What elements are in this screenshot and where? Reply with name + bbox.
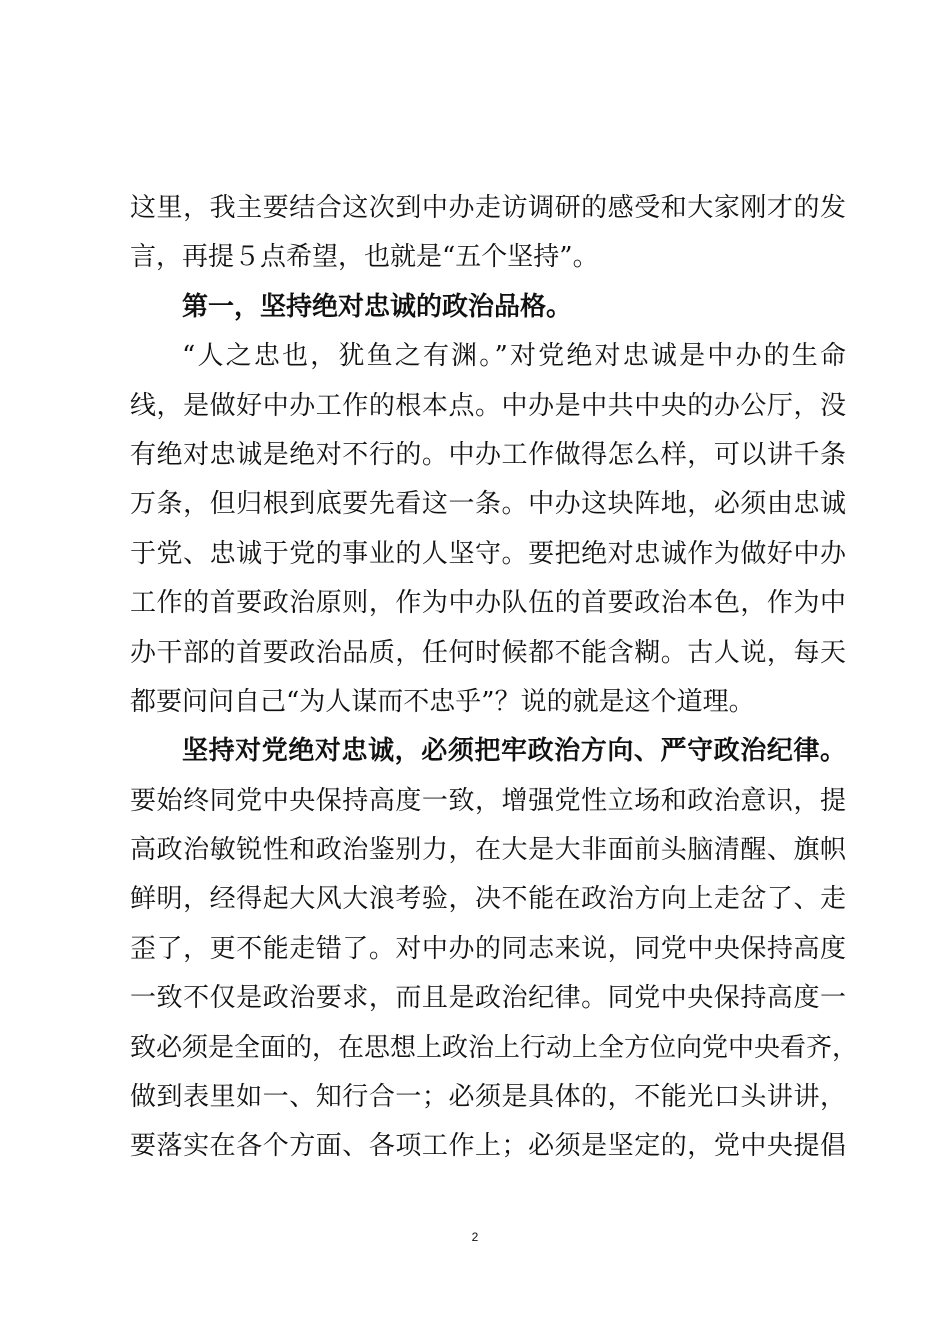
- paragraph-line: 致必须是全面的，在思想上政治上行动上全方位向党中央看齐，: [130, 1032, 859, 1063]
- paragraph-line: 工作的首要政治原则，作为中办队伍的首要政治本色，作为中: [130, 588, 846, 619]
- paragraph-line: 做到表里如一、知行合一；必须是具体的，不能光口头讲讲，: [130, 1082, 846, 1113]
- paragraph-line: 高政治敏锐性和政治鉴别力，在大是大非面前头脑清醒、旗帜: [130, 835, 846, 866]
- paragraph-line: 一致不仅是政治要求，而且是政治纪律。同党中央保持高度一: [130, 983, 846, 1014]
- paragraph-line: 鲜明，经得起大风大浪考验，决不能在政治方向上走岔了、走: [130, 884, 846, 915]
- paragraph-line: 要始终同党中央保持高度一致，增强党性立场和政治意识，提: [130, 785, 846, 816]
- paragraph-line: 要落实在各个方面、各项工作上；必须是坚定的，党中央提倡: [130, 1131, 846, 1162]
- section-heading-line: 第一，坚持绝对忠诚的政治品格。: [182, 291, 573, 322]
- paragraph-line: 办干部的首要政治品质，任何时候都不能含糊。古人说，每天: [130, 637, 846, 668]
- document-body: [130, 184, 859, 1172]
- paragraph-line: 言，再提５点希望，也就是“五个坚持”。: [130, 242, 599, 273]
- paragraph-line: 有绝对忠诚是绝对不行的。中办工作做得怎么样，可以讲千条: [130, 439, 846, 470]
- paragraph-line: 于党、忠诚于党的事业的人坚守。要把绝对忠诚作为做好中办: [130, 538, 846, 569]
- paragraph-line: “人之忠也，犹鱼之有渊。”对党绝对忠诚是中办的生命: [182, 341, 846, 372]
- paragraph-line: 万条，但归根到底要先看这一条。中办这块阵地，必须由忠诚: [130, 489, 846, 520]
- paragraph-line: 这里，我主要结合这次到中办走访调研的感受和大家刚才的发: [130, 193, 846, 223]
- page-number: 2: [471, 1230, 479, 1244]
- paragraph-line: 线，是做好中办工作的根本点。中办是中共中央的办公厅，没: [130, 390, 846, 421]
- paragraph-line: 都要问问自己“为人谋而不忠乎”？说的就是这个道理。: [130, 686, 755, 717]
- section-heading-line: 坚持对党绝对忠诚，必须把牢政治方向、严守政治纪律。: [182, 736, 846, 767]
- paragraph-line: 歪了，更不能走错了。对中办的同志来说，同党中央保持高度: [130, 933, 846, 964]
